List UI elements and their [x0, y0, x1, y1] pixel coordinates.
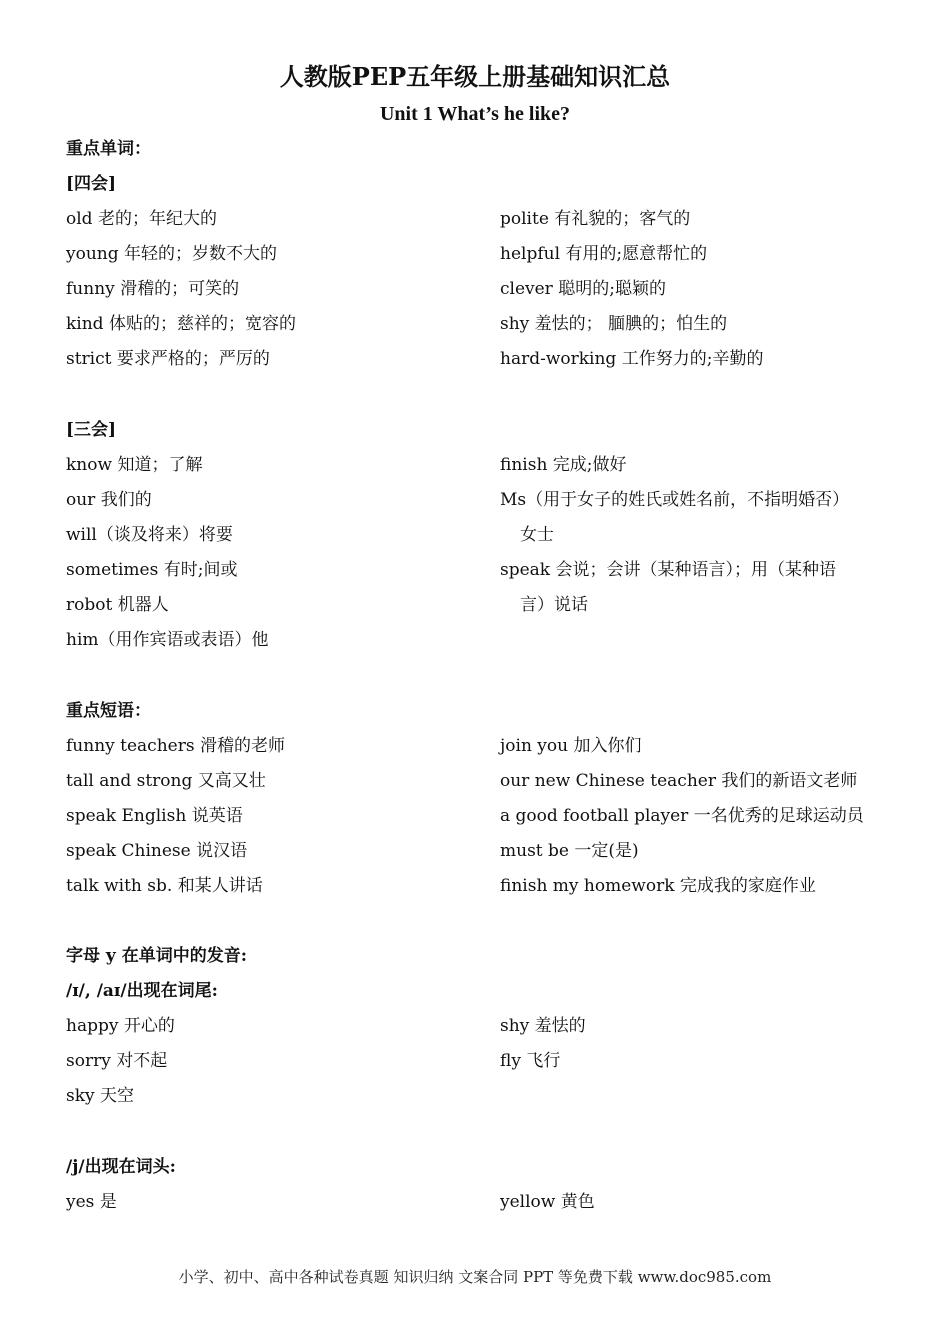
phrase-left: speak English 说英语	[66, 806, 243, 826]
footer-text: 小学、初中、高中各种试卷真题 知识归纳 文案合同 PPT 等免费下载 www.doc985.com	[178, 1268, 772, 1286]
word-left: strict 要求严格的；严厉的	[66, 349, 270, 369]
section-heading-four-skills	[0, 167, 950, 202]
word-row	[0, 1185, 950, 1220]
section-heading-key-words	[0, 132, 950, 167]
word-right: finish 完成;做好	[500, 455, 627, 475]
phrase-right: join you 加入你们	[500, 736, 642, 756]
word-left: kind 体贴的；慈祥的；宽容的	[66, 314, 296, 334]
word-right-continued: 女士	[520, 525, 554, 545]
word-right: yellow 黄色	[500, 1192, 595, 1212]
word-right: clever 聪明的;聪颖的	[500, 279, 666, 299]
phrase-right: must be 一定(是)	[500, 841, 639, 861]
section-heading-sound-start	[0, 1150, 950, 1185]
phrase-row	[0, 834, 950, 869]
section-heading-three-skills	[0, 413, 950, 448]
section-heading-letter-y	[0, 939, 950, 974]
word-row	[0, 342, 950, 377]
word-right: fly 飞行	[500, 1051, 561, 1071]
word-row	[0, 623, 950, 658]
word-row	[0, 272, 950, 307]
section-heading-key-phrases	[0, 694, 950, 729]
word-left: happy 开心的	[66, 1016, 175, 1036]
word-row	[0, 518, 950, 553]
section-heading-sound-end	[0, 974, 950, 1009]
phrase-row	[0, 764, 950, 799]
word-row	[0, 553, 950, 588]
heading-text: /ɪ/, /aɪ/出现在词尾:	[66, 981, 218, 1001]
word-right: hard-working 工作努力的;辛勤的	[500, 349, 764, 369]
heading-text: 重点短语：	[66, 701, 151, 721]
word-left: our 我们的	[66, 490, 152, 510]
phrase-row	[0, 729, 950, 764]
heading-text: 重点单词：	[66, 139, 151, 159]
phrase-left: funny teachers 滑稽的老师	[66, 736, 285, 756]
phrase-left: tall and strong 又高又壮	[66, 771, 266, 791]
word-left: funny 滑稽的；可笑的	[66, 279, 240, 299]
phrase-right: our new Chinese teacher 我们的新语文老师	[500, 771, 858, 791]
phrase-row	[0, 799, 950, 834]
heading-text: [三会]	[66, 420, 117, 440]
word-left: know 知道；了解	[66, 455, 203, 475]
word-left: young 年轻的；岁数不大的	[66, 244, 278, 264]
word-left: will（谈及将来）将要	[66, 525, 233, 545]
word-row	[0, 1009, 950, 1044]
word-right: Ms（用于女子的姓氏或姓名前，不指明婚否）	[500, 490, 850, 510]
word-row	[0, 237, 950, 272]
phrase-row	[0, 869, 950, 904]
word-row	[0, 307, 950, 342]
phrase-left: talk with sb. 和某人讲话	[66, 876, 263, 896]
word-left: sky 天空	[66, 1086, 135, 1106]
word-left: sometimes 有时;间或	[66, 560, 238, 580]
word-right: shy 羞怯的	[500, 1016, 586, 1036]
heading-text: 字母 y 在单词中的发音:	[66, 946, 247, 966]
heading-text: [四会]	[66, 174, 117, 194]
word-right-continued: 言）说话	[520, 595, 588, 615]
word-row	[0, 483, 950, 518]
phrase-right: a good football player 一名优秀的足球运动员	[500, 806, 864, 826]
word-row	[0, 448, 950, 483]
word-row	[0, 588, 950, 623]
unit-title: Unit 1 What’s he like?	[379, 103, 571, 125]
phrase-left: speak Chinese 说汉语	[66, 841, 248, 861]
word-right: speak 会说；会讲（某种语言）；用（某种语	[500, 560, 837, 580]
word-row	[0, 202, 950, 237]
word-right: shy 羞怯的； 腼腆的；怕生的	[500, 314, 728, 334]
phrase-right: finish my homework 完成我的家庭作业	[500, 876, 816, 896]
word-row	[0, 1044, 950, 1079]
word-right: helpful 有用的;愿意帮忙的	[500, 244, 708, 264]
word-left: old 老的；年纪大的	[66, 209, 217, 229]
word-left: yes 是	[66, 1192, 117, 1212]
word-right: polite 有礼貌的；客气的	[500, 209, 691, 229]
word-left: him（用作宾语或表语）他	[66, 630, 269, 650]
word-left: robot 机器人	[66, 595, 169, 615]
document-title: 人教版PEP五年级上册基础知识汇总	[279, 62, 671, 91]
heading-text: /j/出现在词头:	[66, 1157, 176, 1177]
word-row	[0, 1079, 950, 1114]
word-left: sorry 对不起	[66, 1051, 168, 1071]
